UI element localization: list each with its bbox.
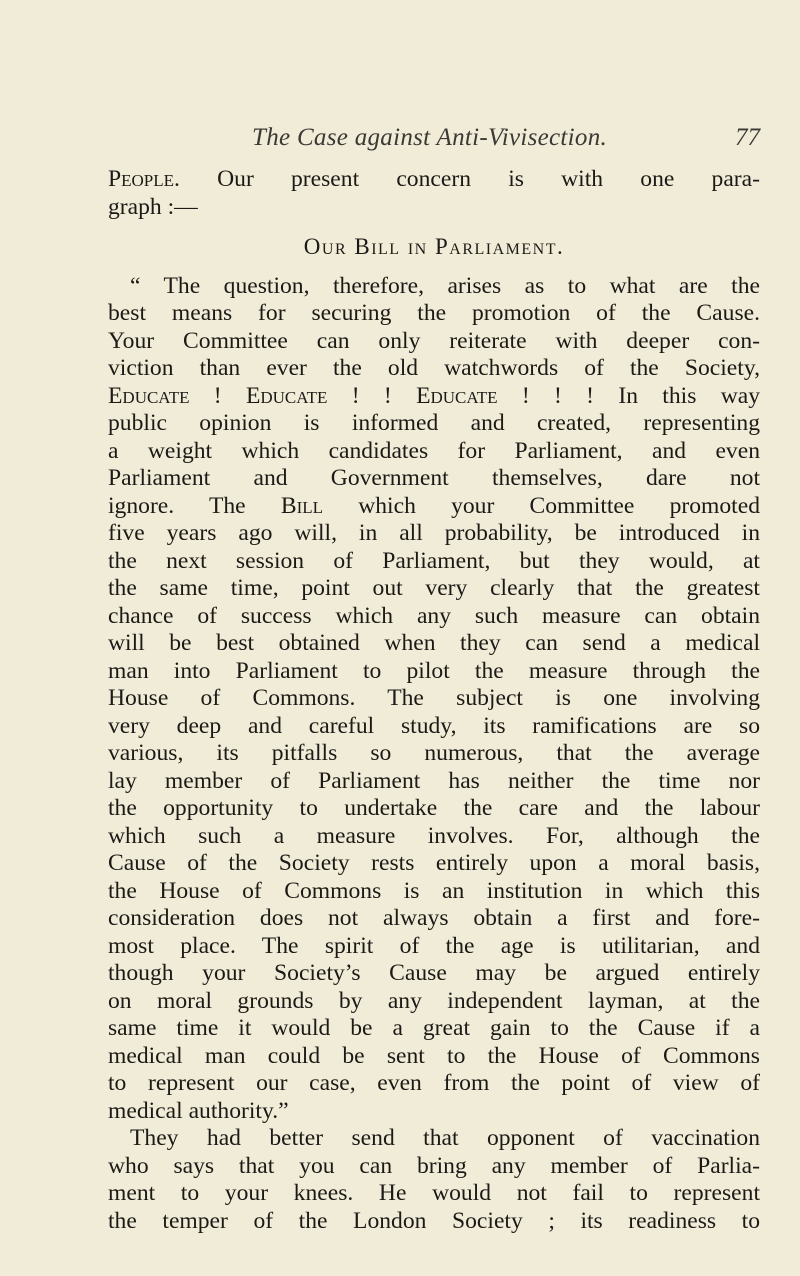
text-line: medical man could be sent to the House of Commons (108, 1042, 760, 1069)
text-line: though your Society’s Cause may be argued entirely (108, 960, 760, 986)
text-line: which such a measure involves. For, although the (108, 822, 760, 849)
text-line: lay member of Parliament has neither the time nor (108, 767, 760, 794)
text-line: medical authority.” (108, 1097, 289, 1124)
text-line: same time it would be a great gain to the Cause if a (108, 1015, 760, 1041)
text-line: the same time, point out very clearly that the greatest (108, 575, 760, 601)
text-line: ignore. The Bill which your Committee promoted (108, 492, 760, 519)
text-line: Cause of the Society rests entirely upon a moral basis, (108, 850, 760, 876)
text-line: viction than ever the old watchwords of the Society, (108, 355, 760, 381)
text-line: ment to your knees. He would not fail to represent (108, 1180, 760, 1206)
page-number: 77 (735, 124, 760, 151)
text-line: a weight which candidates for Parliament, and even (108, 437, 760, 464)
text-line: man into Parliament to pilot the measure through the (108, 657, 760, 684)
section-heading: Our Bill in Parliament. (303, 234, 565, 259)
text-line: who says that you can bring any member of Parlia- (108, 1152, 760, 1179)
text-line: very deep and careful study, its ramifications are so (108, 712, 760, 739)
text-line: the next session of Parliament, but they would, at (108, 547, 760, 574)
text-line: the temper of the London Society ; its readiness to (108, 1207, 760, 1234)
text-line: They had better send that opponent of vaccination (130, 1125, 760, 1151)
text-line: will be best obtained when they can send a medical (108, 630, 760, 656)
text-line: Your Committee can only reiterate with deeper con- (108, 327, 760, 354)
text-line: consideration does not always obtain a first and fore- (108, 905, 760, 931)
text-line: the opportunity to undertake the care and the labour (108, 795, 760, 821)
running-head (110, 124, 760, 164)
text-line: “ The question, therefore, arises as to what are the (130, 272, 760, 299)
text-line: House of Commons. The subject is one involving (108, 685, 760, 711)
text-line: on moral grounds by any independent layman, at the (108, 987, 760, 1014)
text-line: graph :— (108, 193, 198, 220)
text-line: most place. The spirit of the age is utilitarian, and (108, 932, 760, 959)
body-text (108, 166, 760, 1235)
text-line: public opinion is informed and created, representing (108, 410, 760, 436)
running-title: The Case against Anti-Vivisection. (252, 124, 608, 151)
text-line: Educate ! Educate ! ! Educate ! ! ! In this way (108, 382, 760, 409)
text-line: Parliament and Government themselves, dare not (108, 465, 760, 491)
text-line: People. Our present concern is with one para- (108, 166, 760, 192)
text-line: best means for securing the promotion of the Cause. (108, 300, 760, 326)
text-line: five years ago will, in all probability, be introduced in (108, 520, 760, 546)
text-line: various, its pitfalls so numerous, that the average (108, 740, 760, 766)
text-line: chance of success which any such measure can obtain (108, 602, 760, 629)
text-line: the House of Commons is an institution in which this (108, 877, 760, 904)
text-line: to represent our case, even from the point of view of (108, 1070, 760, 1096)
